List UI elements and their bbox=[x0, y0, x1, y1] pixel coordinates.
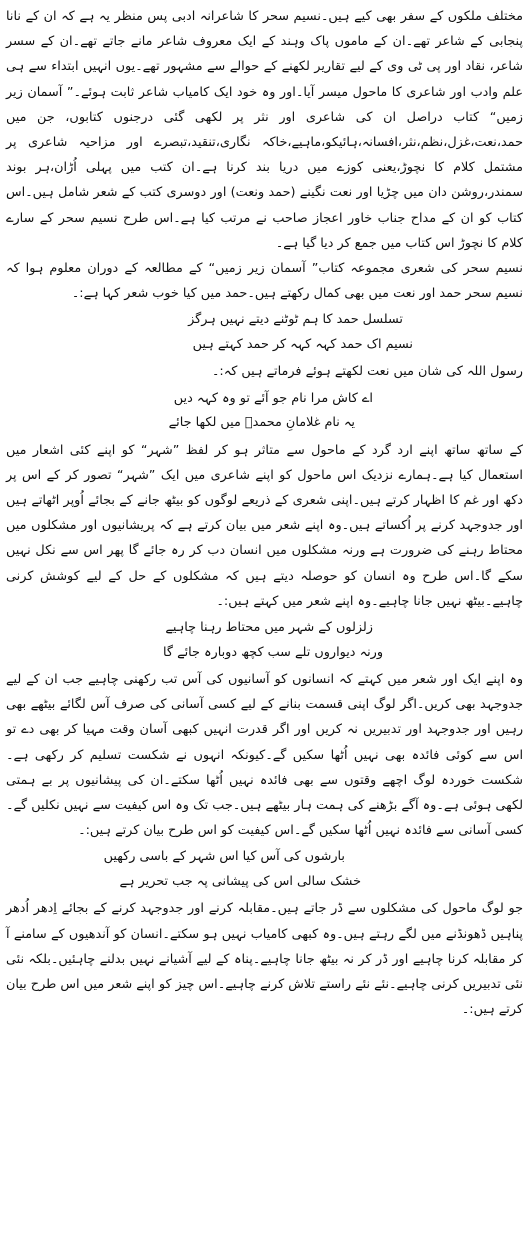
paragraph-conclusion: جو لوگ ماحول کی مشکلوں سے ڈر جاتے ہیں۔مقابلہ کرنے اور جدوجہد کرنے کے بجائے اِدھر اُدھر پناہیں ڈھونڈنے میں لگے رہتے ہیں۔وہ کبھی کامیاب نہیں ہو سکتے۔انسان کو آندھیوں کے سامنے آ کر مقابلہ کرنا چاہیے اور ڈر کر نہ بیٹھ جانا چاہیے۔پناہ کے لیے آشیانے نہیں بدلنے چاہئیں۔بلکہ نئی نئی تدبیریں کرنی چاہیے۔نئے نئے راستے تلاش کرنے چاہیے۔اس چیز کو اپنے شعر میں اس طرح بیان کرتے ہیں:۔ bbox=[6, 901, 523, 1018]
verse-line: زلزلوں کے شہر میں محتاط رہنا چاہیے bbox=[165, 620, 373, 636]
verse-line: یہ نام غلامانِ محمدؐ میں لکھا جائے bbox=[168, 415, 355, 431]
paragraph-hamd-intro: نسیم سحر کی شعری مجموعہ کتاب” آسمان زیر زمیں“ کے مطالعہ کے دوران معلوم ہوا کہ نسیم سحر حمد اور نعت میں بھی کمال رکھتے ہیں۔حمد میں کیا خوب شعر کہا ہے:۔ bbox=[6, 261, 523, 302]
couplet-shehr bbox=[6, 614, 523, 667]
paragraph-intro: مختلف ملکوں کے سفر بھی کیے ہیں۔نسیم سحر کا شاعرانہ ادبی پس منظر یہ ہے کہ ان کے نانا پنجابی کے شاعر تھے۔ان کے ماموں پاک وہند کے ایک معروف شاعر مانے جاتے تھے۔ان کے سسر شاعر، نقاد اور پی ٹی وی کے لیے تقاریر لکھنے کے حوالے سے مشہور تھے۔یوں انہیں ابتداء سے ہی علم وادب اور شاعری کا ماحول میسر آیا۔اور وہ خود ایک کامیاب شاعر ثابت ہوئے۔” آسمان زیر زمیں“ کتاب دراصل ان کی شاعری اور نثر پر لکھی گئی درجنوں کتابوں، جن میں حمد،نعت،غزل،نظم،نثر،افسانہ،ہائیکو،ماہیے،خاکہ نگاری،تنقید،تبصرے اور مزاحیہ شاعری پر مشتمل کلام کا نچوڑ،یعنی کوزے میں دریا بند کرنا ہے۔ان کتب میں پہلی اُڑان،ہر بوند سمندر،روشن دان میں چڑیا اور نعت نگینے (حمد ونعت) اور دوسری کتب کے شعر شامل ہیں۔اس کتاب کو ان کے مداح جناب خاور اعجاز صاحب نے مرتب کیا ہے۔اس طرح نسیم سحر کے سارے کلام کا نچوڑ اس کتاب میں جمع کر دیا گیا ہے۔ bbox=[6, 9, 523, 251]
verse-line: بارشوں کی آس کیا اس شہر کے باسی رکھیں bbox=[103, 849, 345, 865]
couplet-baarish bbox=[6, 843, 523, 896]
couplet-naat bbox=[6, 385, 523, 438]
paragraph-aas: وہ اپنے ایک اور شعر میں کہتے کہ انسانوں کو آسانیوں کی آس تب رکھنی چاہیے جب ان کے لیے جدوجہد بھی کریں۔اگر لوگ اپنی قسمت بنانے کے لیے کسی آسانی کی صرف آس لگائے بیٹھے بھی رہیں اور جدوجہد اور تدبیریں نہ کریں اور اگر قدرت انہیں کبھی آسان وقت مہیا کر بھی دے تو اس سے کوئی فائدہ بھی نہیں اُٹھا سکیں گے۔کیونکہ انہوں نے شکست تسلیم کر رکھی ہے۔شکست خوردہ لوگ اچھے وقتوں سے بھی فائدہ نہیں اُٹھا سکتے۔ان کی پیشانیوں پر بے ہمتی لکھی ہوئی ہے۔وہ آگے بڑھنے کی ہمت ہار بیٹھے ہیں۔جب تک وہ اس کیفیت سے نہیں نکلیں گے۔کسی آسانی سے فائدہ نہیں اُٹھا سکیں گے۔اس کیفیت کو اس طرح بیان کرتے ہیں:۔ bbox=[6, 672, 523, 839]
verse-line: خشک سالی اس کی پیشانی پہ جب تحریر ہے bbox=[119, 873, 361, 889]
paragraph-naat-intro: رسول اللہ کی شان میں نعت لکھتے ہوئے فرماتے ہیں کہ:۔ bbox=[211, 364, 523, 380]
verse-line: ورنہ دیواروں تلے سب کچھ دوبارہ جائے گا bbox=[163, 644, 383, 660]
couplet-hamd bbox=[6, 306, 523, 359]
paragraph-shehr: کے ساتھ ساتھ اپنے ارد گرد کے ماحول سے متاثر ہو کر لفظ ”شہر“ کو اپنے کئی اشعار میں استعمال کیا ہے۔ہمارے نزدیک اس ماحول کو اپنے شاعری میں ایک ”شہر“ تصور کر کے اس پر دکھ اور غم کا اظہار کرتے ہیں۔اپنی شعری کے ذریعے لوگوں کو بیٹھ جانے کے بجائے اُوپر اٹھاتے ہیں اور جدوجہد کرنے پر اُکساتے ہیں۔وہ اپنے شعر میں بیان کرتے ہے کہ پریشانیوں اور مشکلوں میں محتاط رہنے کی ضرورت ہے ورنہ مشکلوں میں انسان دب کر رہ جائے گا پھر اس سے نکل نہیں سکے گا۔اس طرح وہ انسان کو حوصلہ دیتے ہیں کہ مشکلوں کے حل کے لیے کوشش کرنی چاہیے۔بیٹھ نہیں جانا چاہیے۔وہ اپنے شعر میں کہتے ہیں:۔ bbox=[6, 442, 523, 609]
verse-line: تسلسل حمد کا ہم ٹوٹنے دیتے نہیں ہرگز bbox=[188, 312, 403, 328]
verse-line: نسیم اک حمد کہہ کہہ کر حمد کہتے ہیں bbox=[192, 336, 413, 352]
verse-line: اے کاش مرا نام جو آئے تو وہ کہہ دیں bbox=[173, 390, 373, 406]
